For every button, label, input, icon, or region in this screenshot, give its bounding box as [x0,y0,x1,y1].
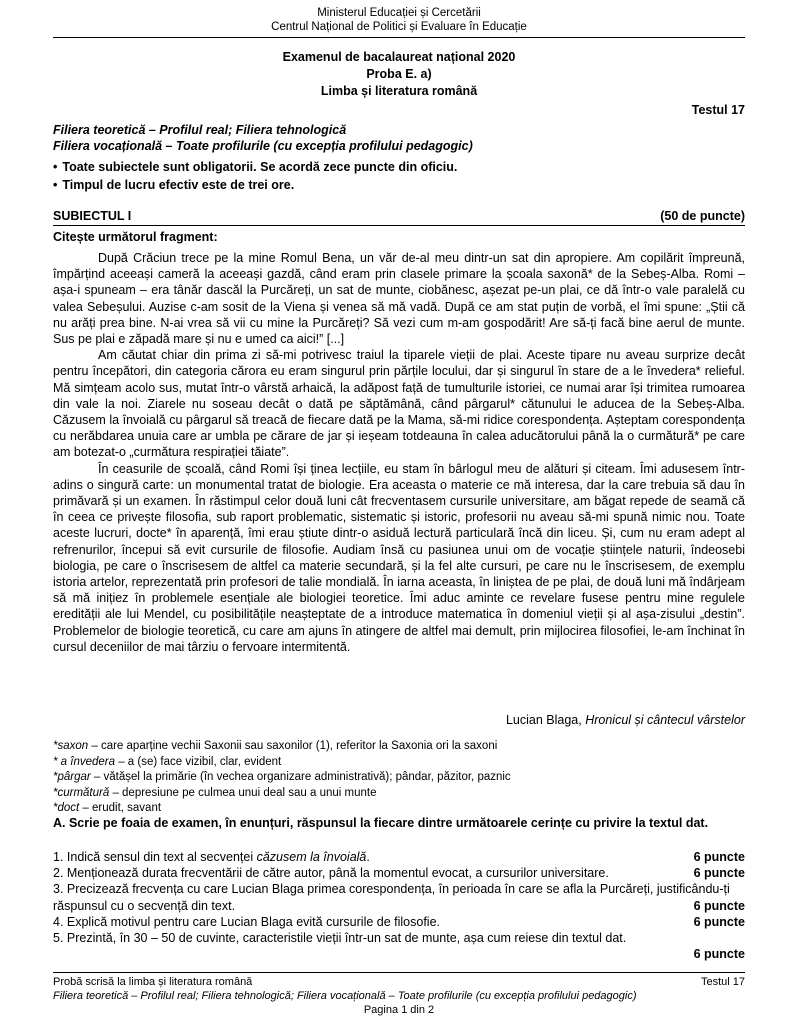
note-definition: – a (se) face vizibil, clar, evident [115,755,282,768]
page-number: Pagina 1 din 2 [363,1004,435,1016]
rule-item: • Toate subiectele sunt obligatorii. Se acordă zece puncte din oficiu. [53,158,745,176]
task-heading: A. Scrie pe foaia de examen, în enunțuri, răspunsul la fiecare dintre următoarele cerințe cu privire la textul dat. [53,816,709,830]
task-text: 5. Prezintă, în 30 – 50 de cuvinte, caracteristile vieții într-un sat de munte, așa cum reiese din textul dat. [53,931,627,946]
test-number: Testul 17 [691,103,745,117]
exam-title-block [53,49,745,100]
rule-item: • Timpul de lucru efectiv este de trei ore. [53,176,745,194]
exam-rules [53,158,745,194]
note-term: *pârgar [53,771,91,783]
note-term: *saxon [53,740,89,752]
fragment-work: Hronicul și cântecul vârstelor [585,713,745,727]
note-item [53,755,745,771]
note-definition: – depresiune pe culmea unui deal sau a unui munte [109,786,377,799]
footer-filiere: Filiera teoretică – Profilul real; Filiera tehnologică; Filiera vocațională – Toate profilurile (cu excepția profilului pedagogic) [53,990,637,1002]
task-text: 3. Precizează frecvența cu care Lucian Blaga primea corespondența, în perioada în care se afla la Purcăreți, justificându-ți răspunsul cu o secvență din text. [53,882,730,913]
reading-instruction: Citește următorul fragment: [53,230,218,244]
ministry-name: Ministerul Educației și Cercetării [317,7,481,19]
task-item [53,930,745,962]
task-points: 6 puncte [693,850,745,864]
task-text: 4. Explică motivul pentru care Lucian Blaga evită cursurile de filosofie. [53,914,441,929]
glossary-notes [53,739,745,817]
filiere-line-2: Filiera vocațională – Toate profilurile (cu excepția profilului pedagogic) [53,139,473,153]
note-definition: – vătășel la primărie (în vechea organizare administrativă); pândar, păzitor, paznic [90,771,511,783]
task-text-end: . [366,850,370,864]
fragment-author: Lucian Blaga, [505,713,586,727]
task-item [53,865,745,881]
filiere-line-1: Filiera teoretică – Profilul real; Filiera tehnologică [53,123,347,137]
footer-divider [53,972,745,973]
fragment-attribution [506,712,745,728]
fragment-paragraph: După Crăciun trece pe la mine Romul Bena, un văr de-al meu dintr-un sat din apropiere. Am copilărit împreună, împărțind aceeași cameră la aceeași gazdă, când eram prin clasele primare la școala saxonă* de la Sebeș-Alba. Romi – așa-i spuneam – era tânăr dascăl la Purcăreți, un sat de munte, ciobănesc, așezat pe-un plai, ce dă într-o vale paralelă cu valea Sebeșului. Auzise c-am sosit de la Viena și venea să mă vadă. După ce am stat puțin de vorbă, el îmi spune: „Știi că nu arăți prea bine. N-ai vrea să vii cu mine la Purcăreți? Să vezi cum m-am gospodărit! Are să-ți facă bine aerul de munte. Sus pe plai e zăpadă mare și nu e umed ca aici!” [...] [53,251,745,347]
header-divider [53,37,745,38]
header-block [53,6,745,34]
task-points: 6 puncte [693,947,745,962]
note-definition: – care aparține vechii Saxonii sau saxonilor (1), referitor la Saxonia ori la saxoni [88,740,498,752]
task-points: 6 puncte [693,898,745,913]
footer-test: Testul 17 [700,976,745,988]
note-item [53,786,745,802]
exam-probe: Proba E. a) [366,67,432,81]
subject-divider [53,225,745,226]
center-name: Centrul Național de Politici și Evaluare în Educație [271,21,527,33]
exam-subject: Limba și literatura română [320,84,478,98]
subject-points: (50 de puncte) [660,209,745,223]
subject-label: SUBIECTUL I [53,209,132,223]
fragment-paragraph: În ceasurile de școală, când Romi își ținea lecțiile, eu stam în bârlogul meu de alături și citeam. Îmi adusesem într-adins o singură carte: un monumental tratat de biologie. Era aceasta o materie ce mă interesa, dar la care trebuia să dau în primăvară și un examen. În răstimpul celor două luni cât frecventasem cursurile universitare, am băgat repede de seamă că în ceea ce privește filosofia, sub raport problematic, sistematic și istoric, profesorii nu aveau să-mi spună nimic nou. Toate aceste lucruri, docte* în aparență, îmi erau știute dintr-o asiduă lectură particulară încă din liceu. Și, cum nu eram adept al refrenurilor, începui să evit cursurile de filosofie. Audiam însă cu pasiunea unui om de vocație științele naturii, îndeosebi biologia, pe care o înscrisesem de altfel ca materie secundară, și la fel alte cursuri, pe care nu le înscrisesem, de exemplu istoria artelor, reprezentată prin profesori de talie mondială. În iarna aceasta, în liniștea de pe plai, de două luni mă îndârjeam să mă inițiez în problemele esențiale ale biologiei teoretice. Îmi aduc aminte ce revelare fusese pentru mine regulele eredității ale lui Mendel, cu posibilitățile neașteptate de a introduce matematica în domeniul vieții și al așa-zisului „destin”. Problemelor de biologie teoretică, cu care am ajuns în atingere de altfel mai demult, prin mijlocirea filosofiei, le-am închinat în cursul deceniilor de mai târziu o fervoare intermitentă. [53,461,745,654]
exam-title: Examenul de bacalaureat național 2020 [282,50,516,64]
task-item [53,881,745,913]
task-item [53,849,745,865]
task-points: 6 puncte [693,914,745,929]
filiere-block [53,122,745,154]
task-text: 1. Indică sensul din text al secvenței [53,850,257,864]
literary-fragment [53,250,745,655]
note-term: * a învedera [53,755,116,768]
note-term: *doct [53,802,80,814]
footer-probe: Probă scrisă la limba și literatura română [53,976,253,988]
task-points: 6 puncte [693,866,745,881]
task-list [53,849,745,962]
note-definition: – erudit, savant [79,802,162,814]
fragment-paragraph: Am căutat chiar din prima zi să-mi potrivesc traiul la tiparele vieții de plai. Aceste tipare nu aveau surprize decât pentru începători, din categoria cărora eu eram singurul prin părțile locului, dar și singurul în stare de a le învedera* relieful. Mă simțeam acolo sus, mutat într-o vârstă arhaică, la adăpost față de tumulturile istoriei, ce numai arar își trimitea rumoarea din vale la noi. Ziarele nu soseau decât o dată pe săptămână, când pârgarul* cătunului le aducea de la Sebeș-Alba. Căzusem la învoială cu pârgarul să treacă de fiecare dată pe la Mama, să-mi ridice corespondența. Așteptam corespondența cu nerăbdarea unuia care ar umbla pe cărare de jar și ieșeam totdeauna în calea aducătorului până la o curmătură* pe care am botezat-o „curmătura respirației tăiate”. [53,348,745,460]
task-quote: căzusem la învoială [256,850,367,864]
note-item [53,739,745,755]
task-text: 2. Menționează durata frecventării de către autor, până la momentul evocat, a cursurilor universitare. [53,866,609,881]
task-item [53,914,745,930]
note-term: *curmătură [53,786,110,799]
page-footer [53,975,745,1017]
note-item [53,770,745,786]
subject-header [53,208,745,224]
